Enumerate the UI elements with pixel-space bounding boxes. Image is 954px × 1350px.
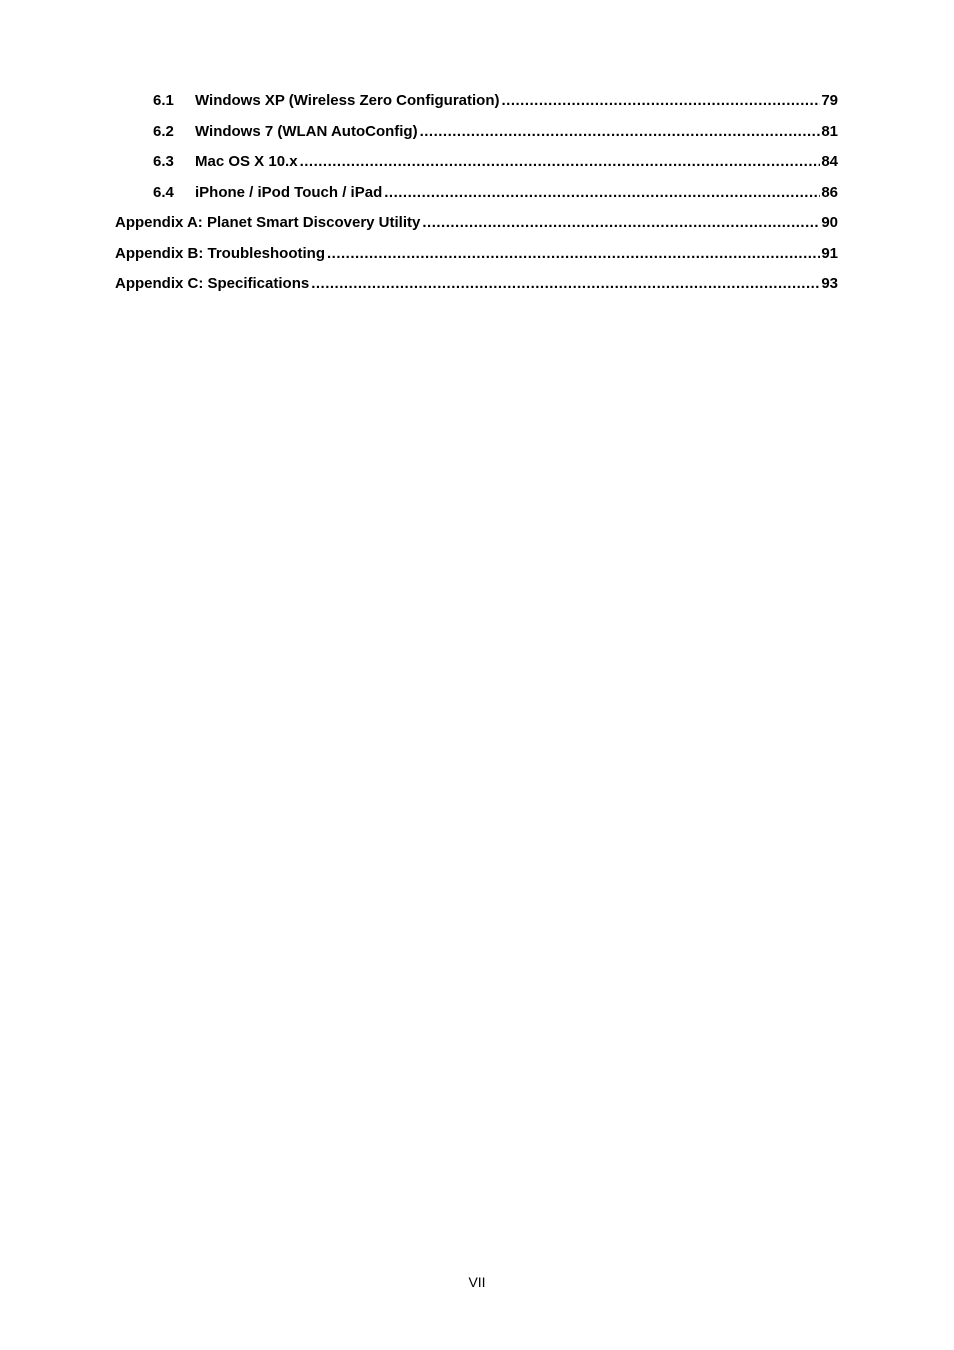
toc-entry-title: Mac OS X 10.x [195, 153, 298, 170]
toc-entry-page: 84 [821, 153, 838, 170]
toc-entry-title: Appendix B: Troubleshooting [115, 245, 325, 262]
toc-dot-leader [300, 152, 821, 172]
toc-entry-title: Windows 7 (WLAN AutoConfig) [195, 123, 418, 140]
toc-entry-6-1[interactable] [153, 91, 838, 111]
toc-dot-leader [420, 122, 821, 142]
toc-dot-leader [501, 91, 820, 111]
toc-entry-appendix-a[interactable] [115, 213, 838, 233]
toc-entry-page: 86 [821, 184, 838, 201]
toc-entry-title: iPhone / iPod Touch / iPad [195, 184, 383, 201]
toc-entry-number: 6.3 [153, 153, 174, 170]
toc-entry-page: 79 [821, 92, 838, 109]
page-number: VII [468, 1274, 486, 1290]
toc-entry-page: 93 [821, 275, 838, 292]
toc-entry-number: 6.2 [153, 123, 174, 140]
toc-entry-6-2[interactable] [153, 122, 838, 142]
toc-entry-number: 6.4 [153, 184, 174, 201]
toc-entry-number: 6.1 [153, 92, 174, 109]
toc-entry-title: Appendix A: Planet Smart Discovery Utility [115, 214, 421, 231]
toc-entry-appendix-c[interactable] [115, 274, 838, 294]
toc-entry-title: Windows XP (Wireless Zero Configuration) [195, 92, 500, 109]
toc-dot-leader [384, 183, 820, 203]
toc-dot-leader [422, 213, 820, 233]
toc-dot-leader [311, 274, 820, 294]
toc-entry-title: Appendix C: Specifications [115, 275, 310, 292]
toc-entry-page: 81 [821, 123, 838, 140]
toc-entry-page: 91 [821, 245, 838, 262]
toc-entry-appendix-b[interactable] [115, 244, 838, 264]
toc-entry-6-3[interactable] [153, 152, 838, 172]
toc-dot-leader [327, 244, 820, 264]
toc-entry-page: 90 [821, 214, 838, 231]
toc-entry-6-4[interactable] [153, 183, 838, 203]
